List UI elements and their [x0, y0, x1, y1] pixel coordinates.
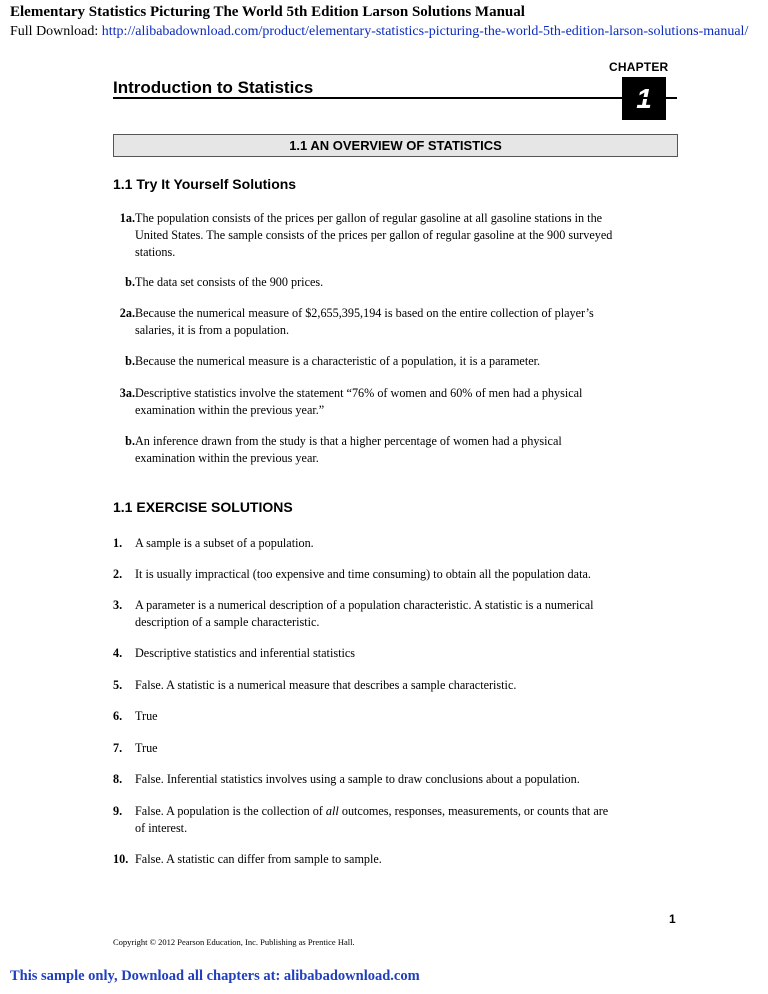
item-label: 9. — [113, 804, 123, 818]
item-line: Descriptive statistics and inferential statistics — [135, 646, 355, 660]
item-line: examination within the previous year. — [135, 451, 319, 465]
try-it-item — [113, 305, 679, 339]
item-line: True — [135, 741, 158, 755]
item-label: 2a. — [119, 306, 135, 320]
item-label: 6. — [113, 709, 123, 723]
item-line: It is usually impractical (too expensive and time consuming) to obtain all the population data. — [135, 567, 591, 581]
item-label: b. — [125, 434, 135, 448]
exercise-item — [113, 708, 679, 725]
item-line: Descriptive statistics involve the statement “76% of women and 60% of men had a physical — [135, 386, 583, 400]
item-line: Because the numerical measure is a characteristic of a population, it is a parameter. — [135, 354, 541, 368]
item-line: False. A statistic can differ from sample to sample. — [135, 852, 382, 866]
try-it-item — [113, 433, 679, 467]
item-line: stations. — [135, 245, 176, 259]
exercise-item — [113, 597, 679, 631]
item-line: of interest. — [135, 821, 188, 835]
item-label: b. — [125, 354, 135, 368]
item-label: b. — [125, 275, 135, 289]
item-line: The population consists of the prices per gallon of regular gasoline at all gasoline stations in the — [135, 211, 603, 225]
try-it-item — [113, 385, 679, 419]
chapter-title-rule — [113, 97, 677, 99]
exercise-item — [113, 851, 679, 868]
item-line: United States. The sample consists of the prices per gallon of regular gasoline at the 900 surveyed — [135, 228, 613, 242]
item-line-emphasis: all — [325, 804, 339, 818]
download-banner-title: Elementary Statistics Picturing The World 5th Edition Larson Solutions Manual — [10, 4, 525, 20]
exercise-item — [113, 535, 679, 552]
item-line: A sample is a subset of a population. — [135, 536, 314, 550]
item-line — [135, 803, 679, 820]
exercise-item — [113, 566, 679, 583]
item-label: 10. — [113, 852, 129, 866]
try-it-item — [113, 210, 679, 261]
exercise-heading: 1.1 EXERCISE SOLUTIONS — [113, 499, 293, 515]
item-label: 1a. — [119, 211, 135, 225]
copyright-notice: Copyright © 2012 Pearson Education, Inc. Publishing as Prentice Hall. — [113, 937, 355, 947]
item-line: False. Inferential statistics involves using a sample to draw conclusions about a population. — [135, 772, 580, 786]
item-line-part: outcomes, responses, measurements, or counts that are — [338, 804, 609, 818]
item-line: True — [135, 709, 158, 723]
chapter-label: CHAPTER — [609, 60, 669, 74]
exercise-item — [113, 740, 679, 757]
item-label: 3. — [113, 598, 123, 612]
item-label: 7. — [113, 741, 123, 755]
item-line: examination within the previous year.” — [135, 403, 325, 417]
item-line: A parameter is a numerical description of a population characteristic. A statistic is a numerical — [135, 598, 594, 612]
item-label: 1. — [113, 536, 123, 550]
try-it-item — [113, 353, 679, 370]
item-line: description of a sample characteristic. — [135, 615, 320, 629]
exercise-item — [113, 803, 679, 837]
try-it-item — [113, 274, 679, 291]
download-label: Full Download: — [10, 24, 102, 39]
download-link[interactable]: http://alibabadownload.com/product/elementary-statistics-picturing-the-world-5th-edition-larson-solutions-manual/ — [101, 24, 749, 39]
download-banner-line — [10, 24, 768, 40]
page-number: 1 — [669, 912, 676, 926]
footer-download-banner[interactable]: This sample only, Download all chapters at: alibabadownload.com — [10, 968, 420, 984]
chapter-title: Introduction to Statistics — [113, 78, 314, 97]
item-line: The data set consists of the 900 prices. — [135, 275, 324, 289]
item-label: 5. — [113, 678, 123, 692]
item-label: 2. — [113, 567, 123, 581]
item-line-part: False. A population is the collection of — [135, 804, 326, 818]
section-banner — [113, 134, 678, 157]
item-label: 4. — [113, 646, 123, 660]
section-title: 1.1 AN OVERVIEW OF STATISTICS — [289, 138, 502, 153]
try-it-heading: 1.1 Try It Yourself Solutions — [113, 176, 297, 192]
item-line: salaries, it is from a population. — [135, 323, 290, 337]
item-line: False. A statistic is a numerical measure that describes a sample characteristic. — [135, 678, 517, 692]
item-line: An inference drawn from the study is that a higher percentage of women had a physical — [135, 434, 562, 448]
item-label: 8. — [113, 772, 123, 786]
item-line: Because the numerical measure of $2,655,395,194 is based on the entire collection of player’s — [135, 306, 594, 320]
exercise-item — [113, 771, 679, 788]
item-label: 3a. — [119, 386, 135, 400]
exercise-item — [113, 645, 679, 662]
exercise-item — [113, 677, 679, 694]
